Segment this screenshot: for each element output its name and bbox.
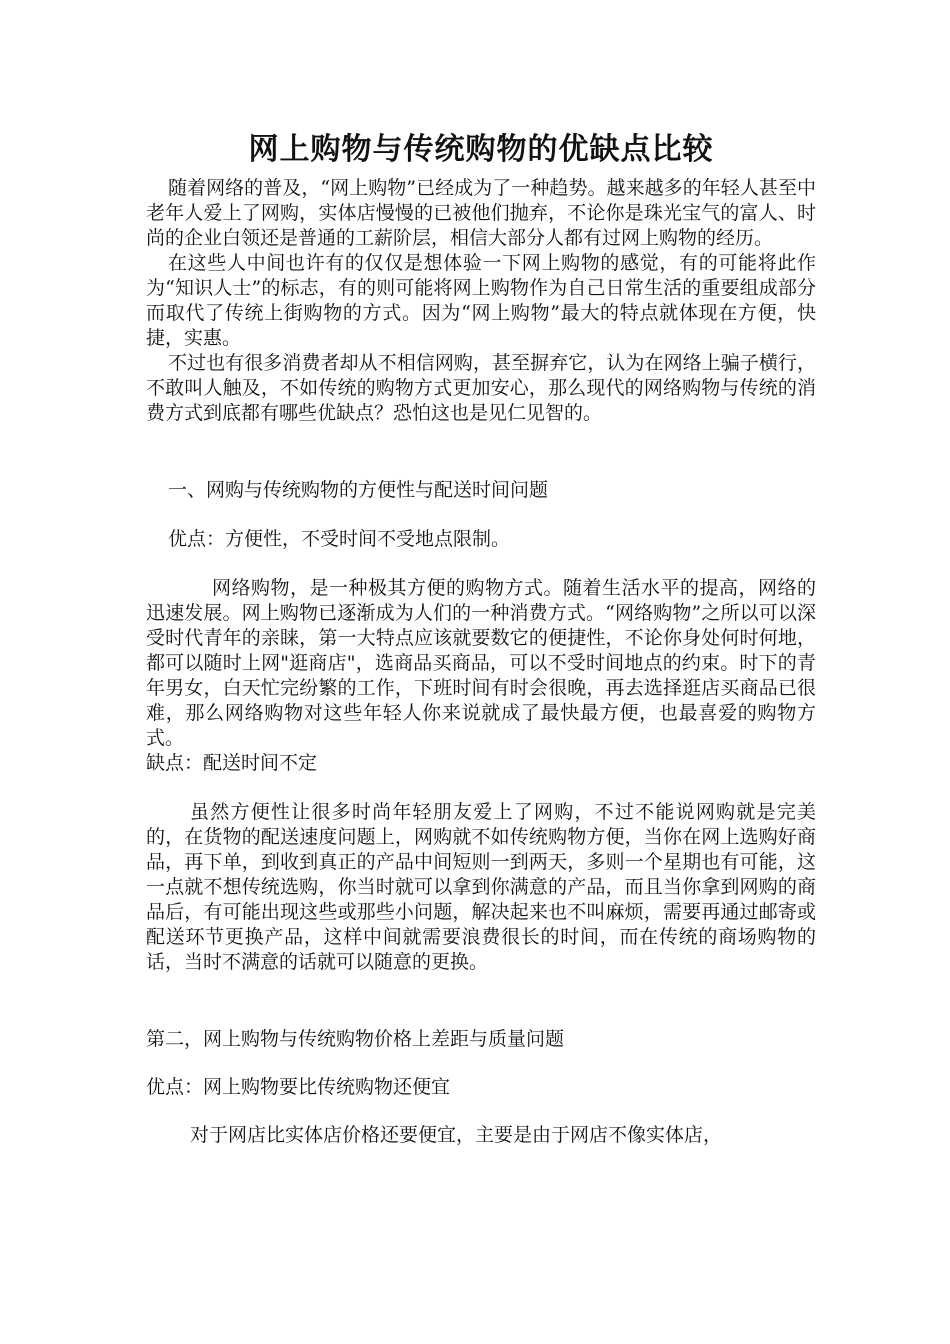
section1-disadvantage: 缺点：配送时间不定	[146, 752, 318, 774]
section1-heading: 一、网购与传统购物的方便性与配送时间问题	[168, 479, 549, 501]
document-content	[146, 130, 816, 1148]
section1-advantage-body: 网络购物，是一种极其方便的购物方式。随着生活水平的提高，网络的迅速发展。网上购物已逐渐成为人们的一种消费方式。“网络购物”之所以可以深受时代青年的亲睐，第一大特点应该就要数它的便捷性，不论你身处何时何地，都可以随时上网"逛商店"，选商品买商品，可以不受时间地点的约束。时下的青年男女，白天忙完纷繁的工作，下班时间有时会很晚，再去选择逛店买商品已很难，那么网络购物对这些年轻人你来说就成了最快最方便，也最喜爱的购物方式。	[146, 577, 816, 749]
intro-paragraph-1: 随着网络的普及，“网上购物”已经成为了一种趋势。越来越多的年轻人甚至中老年人爱上了网购，实体店慢慢的已被他们抛弃，不论你是珠光宝气的富人、时尚的企业白领还是普通的工薪阶层，相信大部分人都有过网上购物的经历。	[146, 177, 816, 249]
page-title: 网上购物与传统购物的优缺点比较	[248, 132, 714, 167]
intro-paragraph-3: 不过也有很多消费者却从不相信网购，甚至摒弃它，认为在网络上骗子横行，不敢叫人触及，不如传统的购物方式更加安心，那么现代的网络购物与传统的消费方式到底都有哪些优缺点？恐怕这也是见仁见智的。	[146, 352, 816, 424]
section2-heading: 第二，网上购物与传统购物价格上差距与质量问题	[146, 1028, 565, 1050]
section2-advantage-body: 对于网店比实体店价格还要便宜，主要是由于网店不像实体店，	[190, 1124, 723, 1146]
intro-paragraph-2: 在这些人中间也许有的仅仅是想体验一下网上购物的感觉，有的可能将此作为“知识人士”的标志，有的则可能将网上购物作为自己日常生活的重要组成部分而取代了传统上街购物的方式。因为“网上购物”最大的特点就体现在方便，快捷，实惠。	[146, 252, 816, 349]
section2-advantage: 优点：网上购物要比传统购物还便宜	[146, 1076, 451, 1098]
section1-advantage: 优点：方便性，不受时间不受地点限制。	[168, 528, 511, 550]
section1-disadvantage-body: 虽然方便性让很多时尚年轻朋友爱上了网购，不过不能说网购就是完美的，在货物的配送速度问题上，网购就不如传统购物方便，当你在网上选购好商品，再下单，到收到真正的产品中间短则一到两天，多则一个星期也有可能，这一点就不想传统选购，你当时就可以拿到你满意的产品，而且当你拿到网购的商品后，有可能出现这些或那些小问题，解决起来也不叫麻烦，需要再通过邮寄或配送环节更换产品，这样中间就需要浪费很长的时间，而在传统的商场购物的话，当时不满意的话就可以随意的更换。	[146, 801, 816, 973]
